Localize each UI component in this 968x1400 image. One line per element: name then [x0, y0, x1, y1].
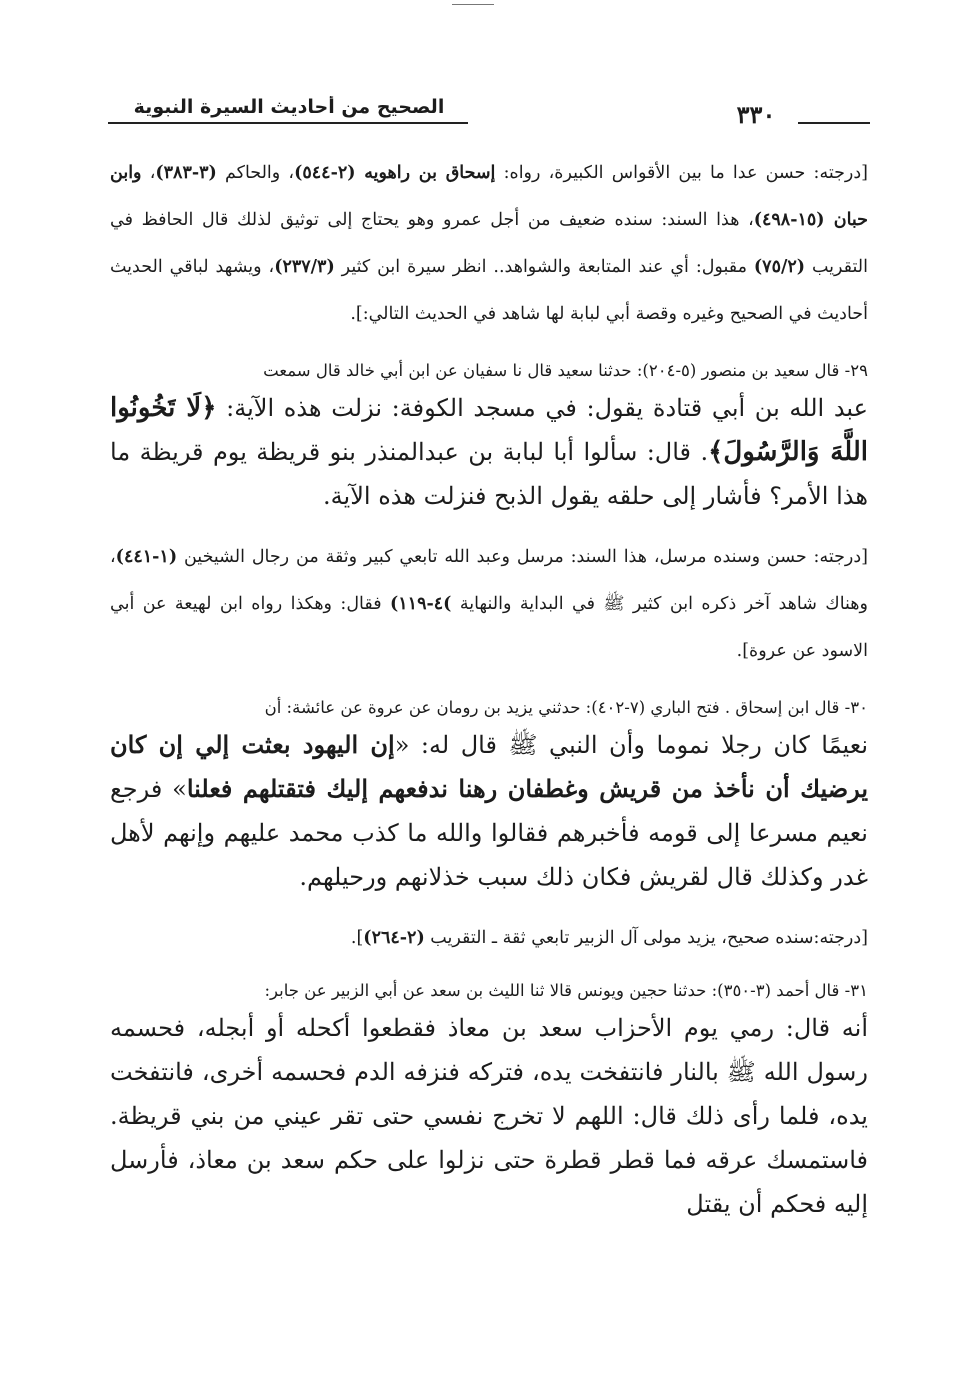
grade-note-text: ].	[350, 928, 364, 948]
grade-note-text: [درجته: حسن عدا ما بين الأقواس الكبيرة، رواه:	[495, 163, 868, 183]
grade-note-text: ، هذا السند: سنده ضعيف من أجل عمرو وهو يحتاج إلى توثيق لذلك قال الحافظ في التقريب	[110, 210, 868, 277]
source-reference: وابن حبان (١٥-٤٩٨)	[110, 163, 868, 230]
source-reference: (٢٣٧/٣)	[274, 257, 335, 277]
grade-note-text: ،	[141, 163, 156, 183]
page-number: ٣٣٠	[736, 100, 776, 129]
page-number-rule	[798, 122, 870, 124]
grade-note-text: ، ويشهد لباقي الحديث أحاديث في الصحيح وغيره وقصة أبي لبابة لها شاهد في الحديث التالي:].	[110, 257, 868, 324]
source-reference: (٣-٣٨٣)	[155, 163, 217, 183]
grade-note-28	[110, 150, 868, 338]
page-body	[110, 150, 868, 1226]
hadith-31-isnad: ٣١- قال أحمد (٣-٣٥٠): حدثنا حجين ويونس قالا ثنا الليث بن سعد عن أبي الزبير عن جابر:	[264, 981, 868, 1000]
grade-note-text: ، وهناك شاهد آخر ذكره ابن كثير ﷺ في البداية والنهاية	[110, 547, 868, 614]
grade-note-text: [درجته:سنده صحيح، يزيد مولى آل الزبير تابعي ثقة ـ التقريب	[424, 928, 868, 948]
hadith-text: » فرجع نعيم مسرعا إلى قومه فأخبرهم فقالوا والله ما كذب محمد عليهم وإنهم لأهل غدر وكذلك قال لقريش فكان ذلك سبب خذلانهم ورحيلهم.	[110, 775, 868, 891]
header-title: الصحيح من أحاديث السيرة النبوية	[133, 96, 445, 118]
hadith-30-matn	[110, 723, 868, 899]
hadith-30-isnad: ٣٠- قال ابن إسحاق . فتح الباري (٧-٤٠٢): حدثني يزيد بن رومان عن عروة عن عائشة: أن	[264, 698, 868, 717]
grade-note-29	[110, 534, 868, 675]
source-reference: (٢-٢٦٤)	[363, 928, 425, 948]
hadith-29-isnad: ٢٩- قال سعيد بن منصور (٥-٢٠٤): حدثنا سعيد قال نا سفيان عن ابن أبي خالد قال سمعت	[263, 361, 868, 380]
hadith-29-matn	[110, 386, 868, 518]
header-rule	[108, 122, 468, 124]
source-reference: (١-٤٤١)	[115, 547, 178, 567]
grade-note-text: ، والحاكم	[216, 163, 295, 183]
grade-note-text: مقبول: أي عند المتابعة والشواهد.. انظر سيرة ابن كثير	[334, 257, 754, 277]
source-reference: إسحاق بن راهويه (٢-٥٤٤)	[294, 163, 496, 183]
prophetic-quote: إن اليهود بعثت إلي إن كان يرضيك أن نأخذ من قريش وغطفان رهنا ندفعهم إليك فتقتلهم فعلنا	[110, 730, 868, 803]
grade-note-text: [درجته: حسن وسنده مرسل، هذا السند: مرسل وعبد الله تابعي كبير وثقة من رجال الشيخين	[177, 547, 868, 567]
hadith-31-matn: أنه قال: رمي يوم الأحزاب سعد بن معاذ فقطعوا أكحله أو أبجله، فحسمه رسول الله ﷺ بالنار فانتفخت يده، فتركه فنزفه الدم فحسمه أخرى، فانتفخت يده، فلما رأى ذلك قال: اللهم لا تخرج نفسي حتى تقر عيني من بني قريظة. فاستمسك عرقه فما قطر قطرة حتى نزلوا على حكم سعد بن معاذ، فأرسل إليه فحكم أن يقتل	[110, 1014, 868, 1218]
source-reference: (٧٥/٢)	[753, 257, 806, 277]
source-reference: )٤-١١٩)	[390, 594, 452, 614]
running-header	[104, 96, 868, 128]
hadith-text: عبد الله بن أبي قتادة يقول: في مسجد الكوفة: نزلت هذه الآية:	[216, 394, 868, 422]
hadith-text: نعيمًا كان رجلا نموما وأن النبي ﷺ قال له: «	[394, 731, 868, 759]
grade-note-text: فقال: وهكذا رواه ابن لهيعة عن أبي الاسود عن عروة].	[110, 594, 868, 661]
grade-note-30	[110, 915, 868, 962]
quran-verse: ﴿لَا تَخُونُوا اللَّهَ وَالرَّسُولَ﴾	[110, 393, 868, 467]
hadith-text: . قال: سألوا أبا لبابة بن عبدالمنذر بنو قريظة يوم قريظة ما هذا الأمر؟ فأشار إلى حلقه يقول الذبح فنزلت هذه الآية.	[110, 438, 868, 510]
top-edge-mark	[452, 4, 494, 5]
